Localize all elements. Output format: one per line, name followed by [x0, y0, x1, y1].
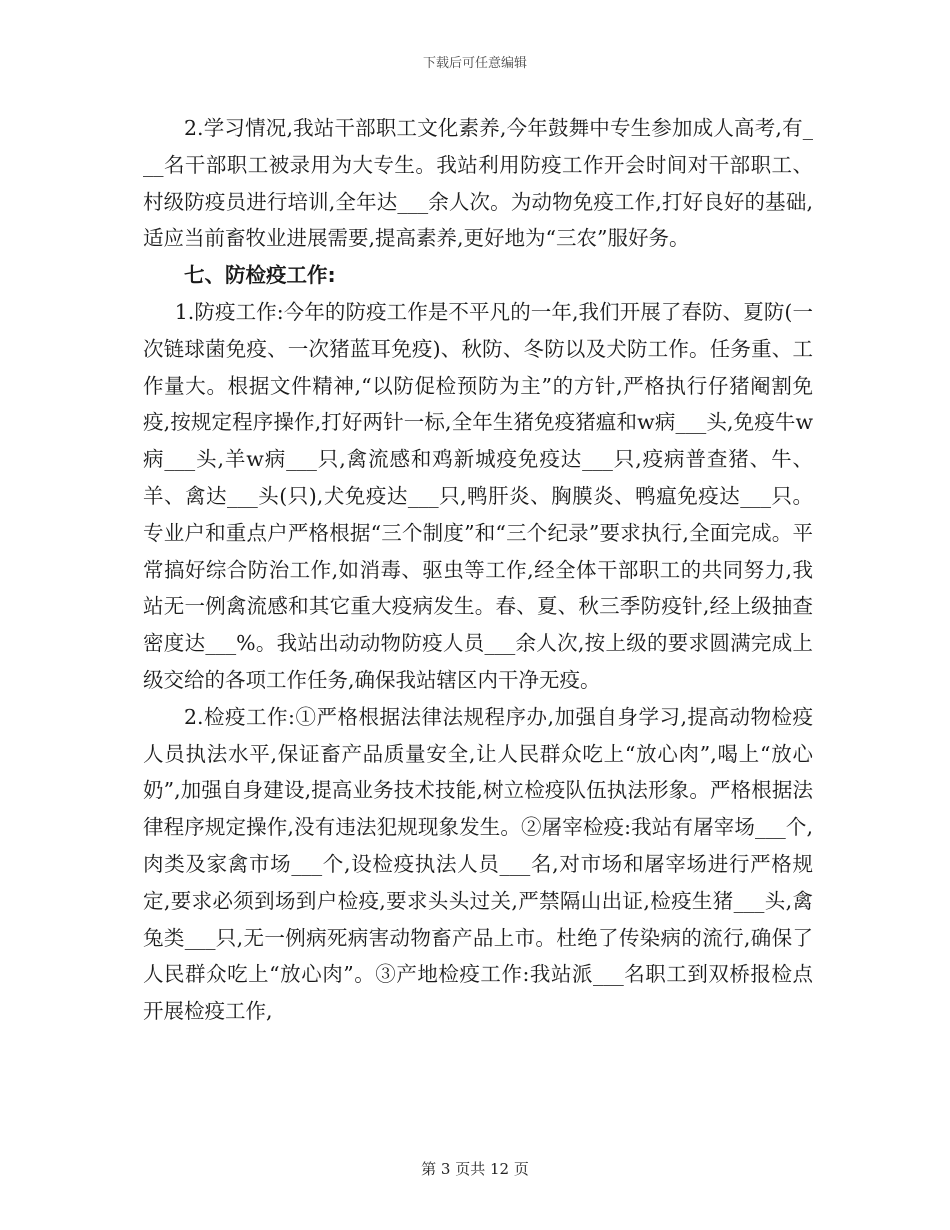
page-number: 第 3 页共 12 页	[421, 1160, 529, 1178]
paragraph-epidemic-prevention: 1.防疫工作:今年的防疫工作是不平凡的一年,我们开展了春防、夏防(一次链球菌免疫、一次猪蓝耳免疫)、秋防、冬防以及犬防工作。任务重、工作量大。根据文件精神,“以防促检预防为主”的方针,严格执行仔猪阉割免疫,按规定程序操作,打好两针一标,全年生猪免疫猪瘟和w病___头,免疫牛w病___头,羊w病___只,禽流感和鸡新城疫免疫达___只,疫病普查猪、牛、羊、禽达___头(只),犬免疫达___只,鸭肝炎、胸膜炎、鸭瘟免疫达___只。专业户和重点户严格根据“三个制度”和“三个纪录”要求执行,全面完成。平常搞好综合防治工作,如消毒、驱虫等工作,经全体干部职工的共同努力,我站无一例禽流感和其它重大疫病发生。春、夏、秋三季防疫针,经上级抽查密度达___%。我站出动动物防疫人员___余人次,按上级的要求圆满完成上级交给的各项工作任务,确保我站辖区内干净无疫。	[143, 299, 813, 692]
paragraph-quarantine-work: 2.检疫工作:①严格根据法律法规程序办,加强自身学习,提高动物检疫人员执法水平,保证畜产品质量安全,让人民群众吃上“放心肉”,喝上“放心奶”,加强自身建设,提高业务技术技能,树立检疫队伍执法形象。严格根据法律程序规定操作,没有违法犯规现象发生。②屠宰检疫:我站有屠宰场___个,肉类及家禽市场___个,设检疫执法人员___名,对市场和屠宰场进行严格规定,要求必须到场到户检疫,要求头头过关,严禁隔山出证,检疫生猪___头,禽兔类___只,无一例病死病害动物畜产品上市。杜绝了传染病的流行,确保了人民群众吃上“放心肉”。③产地检疫工作:我站派___名职工到双桥报检点开展检疫工作,	[143, 704, 813, 1024]
document-body	[143, 110, 813, 1030]
page-header-note: 下载后可任意编辑	[422, 56, 527, 71]
paragraph-study-situation: 2.学习情况,我站干部职工文化素养,今年鼓舞中专生参加成人高考,有___名干部职工被录用为大专生。我站利用防疫工作开会时间对干部职工、村级防疫员进行培训,全年达___余人次。为动物免疫工作,打好良好的基础,适应当前畜牧业进展需要,提高素养,更好地为“三农”服好务。	[143, 116, 813, 251]
section-heading-epidemic-quarantine: 七、防检疫工作:	[184, 263, 336, 288]
